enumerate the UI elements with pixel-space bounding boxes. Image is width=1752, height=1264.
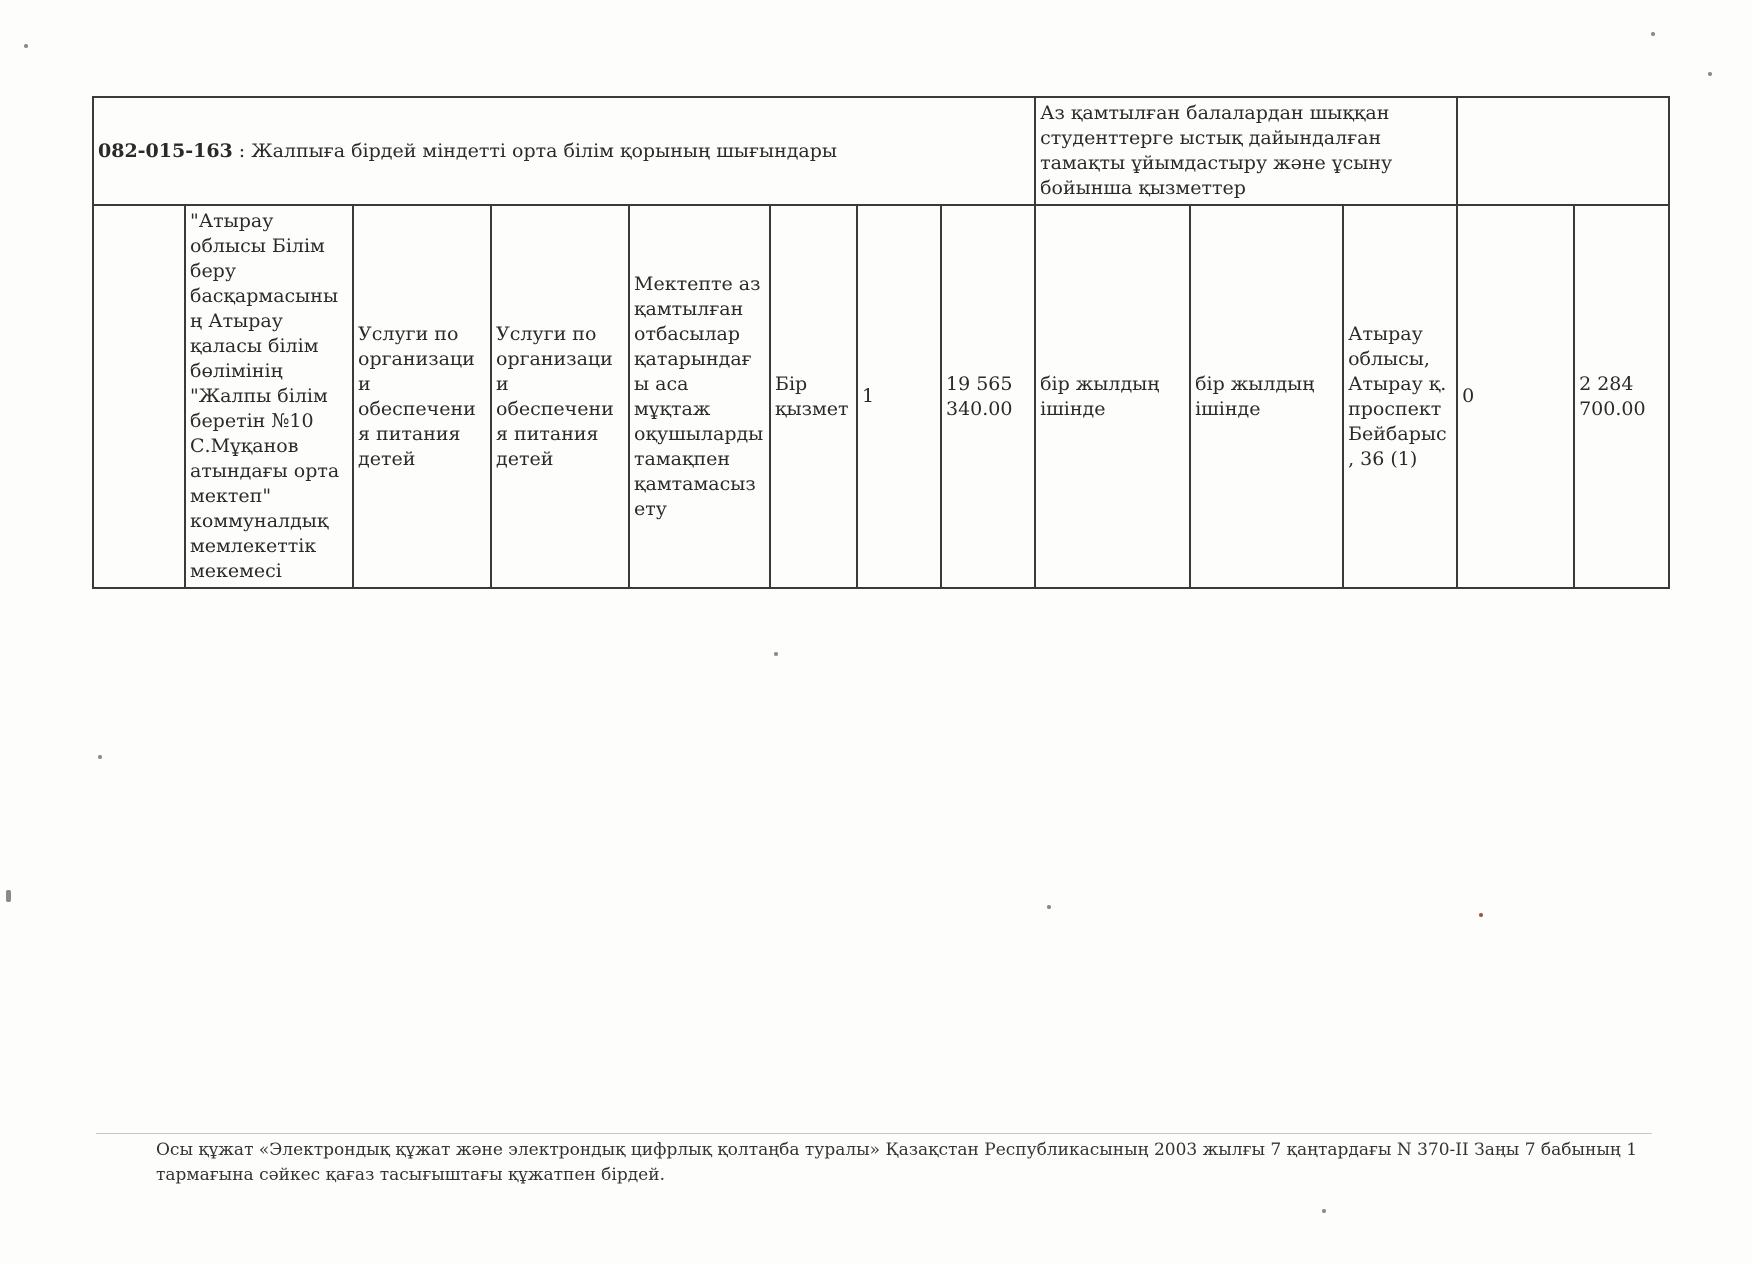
place-cell: Атырау облысы, Атырау қ. проспект Бейбарыс, 36 (1) [1343,205,1457,588]
scan-speck [1479,913,1483,917]
scan-speck [1651,32,1655,36]
scan-speck [1708,72,1712,76]
table-row [93,205,1669,588]
scan-speck [774,652,778,656]
footer-divider [96,1133,1652,1134]
row-number-cell [93,205,185,588]
program-header-cell [93,97,1035,205]
scan-speck [98,755,102,759]
advance-amount-cell: 2 284 700.00 [1574,205,1669,588]
unit-cell: Бір қызмет [770,205,857,588]
footer-note: Осы құжат «Электрондық құжат және электрондық цифрлық қолтаңба туралы» Қазақстан Республикасының 2003 жылғы 7 қаңтардағы N 370-II Заңы 7 бабының 1 тармағына сәйкес қағаз тасығыштағы құжатпен бірдей. [156,1140,1638,1185]
name-ru-2-cell: Услуги по организации обеспечения питания детей [491,205,629,588]
scan-speck [1047,905,1051,909]
code-separator: : [232,139,252,162]
service-title-cell: Аз қамтылған балалардан шыққан студенттерге ыстық дайындалған тамақты ұйымдастыру және ұсыну бойынша қызметтер [1035,97,1457,205]
period-2-cell: бір жылдың ішінде [1190,205,1343,588]
program-name: Жалпыға бірдей міндетті орта білім қорының шығындары [251,139,838,162]
scan-speck [6,890,11,902]
description-cell: Мектепте аз қамтылған отбасылар қатарындағы аса мұқтаж оқушыларды тамақпен қамтамасыз ету [629,205,770,588]
header-empty-cell [1457,97,1669,205]
procurement-table [92,96,1670,589]
advance-cell: 0 [1457,205,1574,588]
name-ru-cell: Услуги по организации обеспечения питания детей [353,205,491,588]
scan-speck [24,44,28,48]
customer-cell: "Атырау облысы Білім беру басқармасының Атырау қаласы білім бөлімінің "Жалпы білім беретін №10 С.Мұқанов атындағы орта мектеп" коммуналдық мемлекеттік мекемесі [185,205,353,588]
quantity-cell: 1 [857,205,941,588]
amount-cell: 19 565 340.00 [941,205,1035,588]
program-code: 082-015-163 [98,139,233,162]
period-1-cell: бір жылдың ішінде [1035,205,1190,588]
program-header-row [93,97,1669,205]
scan-speck [1322,1209,1326,1213]
